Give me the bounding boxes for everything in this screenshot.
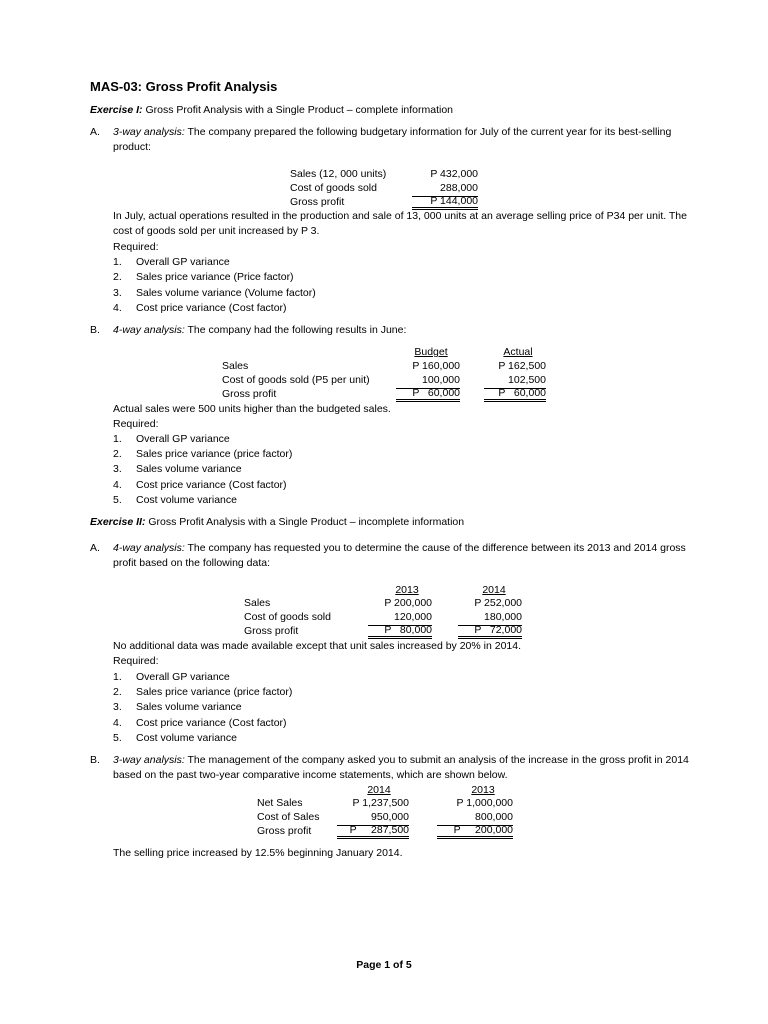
column-header: 2014 <box>367 784 391 796</box>
ex2-part-a <box>90 541 690 572</box>
row-value-2013: P 1,000,000 <box>456 797 513 809</box>
required-num: 1. <box>113 433 122 445</box>
required-item: Sales price variance (Price factor) <box>136 271 294 283</box>
ex2-part-b-label: 3-way analysis: <box>113 754 185 766</box>
required-item: Sales volume variance (Volume factor) <box>136 287 316 299</box>
required-num: 4. <box>113 717 122 729</box>
required-item: Overall GP variance <box>136 433 230 445</box>
column-header: 2013 <box>395 584 419 596</box>
table-row <box>222 387 562 401</box>
required-num: 5. <box>113 732 122 744</box>
ex1-part-b-after: Actual sales were 500 units higher than the budgeted sales. <box>113 403 391 415</box>
row-value-actual: 102,500 <box>484 373 546 389</box>
row-value: 288,000 <box>412 181 478 197</box>
ex1-part-a-after <box>113 209 690 240</box>
required-num: 3. <box>113 701 122 713</box>
required-num: 5. <box>113 494 122 506</box>
row-label: Gross profit <box>244 625 299 637</box>
row-value-2013: P 80,000 <box>368 624 432 639</box>
ex2-part-a-text: The company has requested you to determine the cause of the difference between its 2013 and 2014 gross profit based on the following data: <box>113 542 686 570</box>
required-label: Required: <box>113 655 159 667</box>
row-value: P 144,000 <box>412 195 478 210</box>
required-item: Cost volume variance <box>136 494 237 506</box>
required-num: 1. <box>113 256 122 268</box>
required-item: Sales volume variance <box>136 701 242 713</box>
exercise-1-heading <box>90 103 453 118</box>
required-num: 2. <box>113 271 122 283</box>
row-value-budget: P 60,000 <box>396 387 460 402</box>
row-value-2013: P 200,000 <box>437 824 513 839</box>
table-row <box>222 373 562 387</box>
required-item: Overall GP variance <box>136 671 230 683</box>
row-value-2013: 120,000 <box>368 610 432 626</box>
column-header: Actual <box>503 346 533 358</box>
column-header: 2013 <box>471 784 495 796</box>
exercise-2-lead: Exercise II: <box>90 516 146 528</box>
required-num: 4. <box>113 479 122 491</box>
row-value-2014: P 287,500 <box>337 824 409 839</box>
ex2-part-b-letter: B. <box>90 754 100 766</box>
required-item: Sales price variance (price factor) <box>136 686 293 698</box>
row-value-budget: 100,000 <box>396 373 460 389</box>
required-num: 3. <box>113 463 122 475</box>
row-value-2013: P 200,000 <box>384 597 432 609</box>
table-row <box>290 181 490 195</box>
page-number: Page 1 of 5 <box>356 959 412 971</box>
ex1-part-a-letter: A. <box>90 126 100 138</box>
required-label: Required: <box>113 418 159 430</box>
row-label: Cost of goods sold <box>290 182 377 194</box>
required-num: 2. <box>113 686 122 698</box>
row-value-actual: P 60,000 <box>484 387 546 402</box>
row-label: Cost of goods sold <box>244 611 331 623</box>
row-label: Sales <box>222 360 249 372</box>
ex1-part-a-after-text: In July, actual operations resulted in the production and sale of 13, 000 units at an average selling price of P34 per unit. The cost of goods sold per unit increased by P 3. <box>113 210 687 238</box>
required-item: Cost price variance (Cost factor) <box>136 717 287 729</box>
row-value-2014: 180,000 <box>458 610 522 626</box>
row-value-2014: P 72,000 <box>458 624 522 639</box>
ex2-part-b <box>90 753 690 784</box>
required-num: 3. <box>113 287 122 299</box>
column-header: 2014 <box>482 584 506 596</box>
row-value-2014: P 252,000 <box>474 597 522 609</box>
exercise-2-heading <box>90 515 464 530</box>
required-item: Cost price variance (Cost factor) <box>136 479 287 491</box>
table-row <box>290 195 490 209</box>
row-label: Gross profit <box>290 196 345 208</box>
row-label: Gross profit <box>222 388 277 400</box>
row-label: Cost of Sales <box>257 811 320 823</box>
exercise-1-title: Gross Profit Analysis with a Single Product – complete information <box>142 104 454 116</box>
table-row <box>222 359 562 373</box>
ex1-part-b-text: The company had the following results in June: <box>184 324 407 336</box>
ex1-part-a-label: 3-way analysis: <box>113 126 185 138</box>
required-item: Cost volume variance <box>136 732 237 744</box>
table-row <box>244 610 544 624</box>
table-row <box>257 810 527 824</box>
required-label: Required: <box>113 241 159 253</box>
row-label: Sales <box>244 597 271 609</box>
table-row <box>290 167 490 181</box>
row-value: P 432,000 <box>430 168 478 180</box>
row-value-2013: 800,000 <box>437 810 513 826</box>
required-item: Overall GP variance <box>136 256 230 268</box>
ex1-part-b-label: 4-way analysis: <box>113 324 185 336</box>
row-label: Gross profit <box>257 825 312 837</box>
exercise-2-title: Gross Profit Analysis with a Single Product – incomplete information <box>145 516 465 528</box>
required-num: 4. <box>113 302 122 314</box>
page-title: MAS-03: Gross Profit Analysis <box>90 79 278 94</box>
required-item: Cost price variance (Cost factor) <box>136 302 287 314</box>
required-item: Sales price variance (price factor) <box>136 448 293 460</box>
row-value-2014: P 1,237,500 <box>352 797 409 809</box>
table-row <box>244 596 544 610</box>
ex2-part-a-label: 4-way analysis: <box>113 542 185 554</box>
exercise-1-lead: Exercise I: <box>90 104 143 116</box>
required-item: Sales volume variance <box>136 463 242 475</box>
table-row <box>257 796 527 810</box>
ex2-part-a-after: No additional data was made available except that unit sales increased by 20% in 2014. <box>113 640 522 652</box>
ex1-part-a-text: The company prepared the following budgetary information for July of the current year for its best-selling product: <box>113 126 672 154</box>
ex1-part-a <box>90 125 690 156</box>
row-value-actual: P 162,500 <box>498 360 546 372</box>
row-value-2014: 950,000 <box>337 810 409 826</box>
ex2-part-b-text: The management of the company asked you to submit an analysis of the increase in the gross profit in 2014 based on the past two-year comparative income statements, which are shown below. <box>113 754 689 782</box>
ex2-part-b-after: The selling price increased by 12.5% beginning January 2014. <box>113 847 403 859</box>
ex2-part-a-letter: A. <box>90 542 100 554</box>
required-num: 2. <box>113 448 122 460</box>
row-label: Net Sales <box>257 797 303 809</box>
table-row <box>244 624 544 638</box>
row-label: Sales (12, 000 units) <box>290 168 387 180</box>
table-row <box>257 824 527 838</box>
ex1-part-b-letter: B. <box>90 324 100 336</box>
column-header: Budget <box>414 346 448 358</box>
ex1-part-b <box>90 323 690 338</box>
row-label: Cost of goods sold (P5 per unit) <box>222 374 370 386</box>
row-value-budget: P 160,000 <box>412 360 460 372</box>
required-num: 1. <box>113 671 122 683</box>
